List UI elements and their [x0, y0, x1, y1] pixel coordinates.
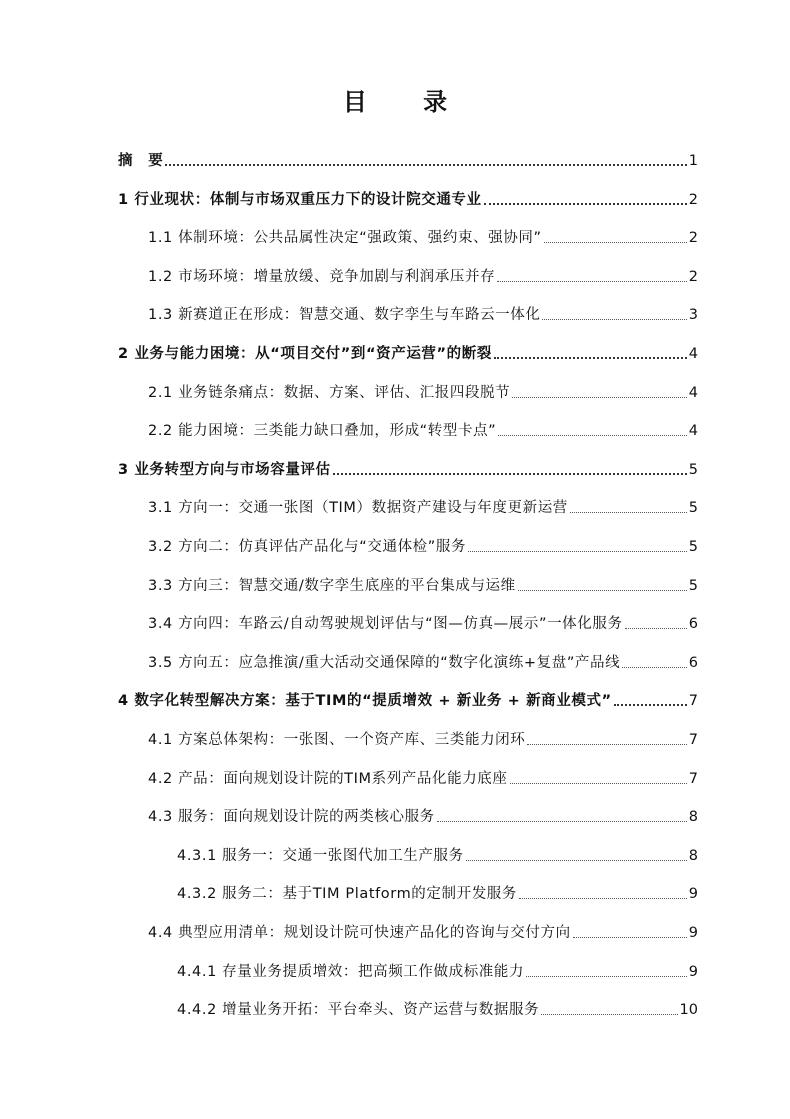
toc-dot-leader	[333, 473, 687, 475]
toc-dot-leader	[165, 164, 686, 166]
toc-entry-title: 4.4.2 增量业务开拓：平台牵头、资产运营与数据服务	[177, 1002, 540, 1019]
toc-entry[interactable]	[148, 722, 698, 750]
toc-entry[interactable]	[148, 568, 698, 596]
toc-entry[interactable]	[177, 876, 698, 904]
toc-dot-leader	[468, 551, 687, 552]
toc-entry[interactable]	[148, 490, 698, 518]
toc-dot-leader	[437, 821, 687, 822]
toc-entry-title: 摘 要	[118, 153, 164, 169]
toc-page-number: 4	[688, 346, 698, 362]
toc-page-number: 9	[688, 886, 698, 903]
toc-dot-leader	[512, 397, 686, 398]
toc-dot-leader	[570, 512, 687, 513]
toc-entry[interactable]	[148, 606, 698, 634]
toc-entry[interactable]	[118, 452, 698, 480]
toc-page-number: 7	[688, 693, 698, 710]
toc-entry-title: 1.3 新赛道正在形成：智慧交通、数字孪生与车路云一体化	[148, 307, 541, 324]
toc-entry-title: 3 业务转型方向与市场容量评估	[118, 461, 331, 478]
toc-entry[interactable]	[118, 143, 698, 171]
toc-entry[interactable]	[148, 259, 698, 287]
toc-entry[interactable]	[148, 799, 698, 827]
toc-page-number: 2	[688, 230, 698, 247]
toc-entry[interactable]	[118, 683, 698, 711]
toc-entry-title: 3.5 方向五：应急推演/重大活动交通保障的“数字化演练+复盘”产品线	[148, 654, 621, 671]
toc-entry[interactable]	[177, 992, 698, 1020]
page-title: 目 录	[342, 87, 472, 116]
toc-entry-title: 1.2 市场环境：增量放缓、竞争加剧与利润承压并存	[148, 268, 496, 285]
toc-dot-leader	[541, 1014, 677, 1015]
toc-entry[interactable]	[177, 954, 698, 982]
toc-page-number: 5	[688, 577, 698, 594]
toc-dot-leader	[544, 242, 687, 243]
toc-dot-leader	[526, 976, 687, 977]
toc-dot-leader	[622, 667, 687, 668]
toc-entry[interactable]	[118, 182, 698, 210]
toc-entry[interactable]	[148, 220, 698, 248]
toc-entry-title: 2 业务与能力困境：从“项目交付”到“资产运营”的断裂	[118, 346, 492, 362]
toc-dot-leader	[542, 319, 686, 320]
toc-entry-title: 3.2 方向二：仿真评估产品化与“交通体检”服务	[148, 539, 467, 555]
toc-page-number: 7	[688, 732, 698, 748]
toc-entry-title: 1 行业现状：体制与市场双重压力下的设计院交通专业	[118, 191, 482, 208]
toc-entry[interactable]	[148, 529, 698, 557]
toc-entry-title: 4.4 典型应用清单：规划设计院可快速产品化的咨询与交付方向	[148, 925, 571, 941]
toc-entry-title: 2.2 能力困境：三类能力缺口叠加，形成“转型卡点”	[148, 423, 497, 440]
toc-page-number: 4	[688, 423, 698, 440]
toc-entry-title: 4.3.2 服务二：基于TIM Platform的定制开发服务	[177, 886, 518, 903]
toc-entry[interactable]	[148, 645, 698, 673]
toc-page-number: 5	[688, 461, 698, 478]
toc-entry-title: 4.1 方案总体架构：一张图、一个资产库、三类能力闭环	[148, 732, 526, 748]
toc-entry-title: 4.2 产品：面向规划设计院的TIM系列产品化能力底座	[148, 770, 508, 787]
toc-entry[interactable]	[118, 336, 698, 364]
toc-page-number: 8	[688, 847, 698, 864]
toc-entry[interactable]	[148, 413, 698, 441]
toc-entry[interactable]	[177, 838, 698, 866]
toc-dot-leader	[527, 744, 686, 745]
toc-page-number: 6	[688, 654, 698, 671]
toc-page-number: 1	[688, 153, 698, 169]
toc-dot-leader	[614, 704, 687, 706]
toc-entry[interactable]	[148, 375, 698, 403]
toc-page-number: 9	[688, 925, 698, 941]
toc-dot-leader	[573, 937, 687, 938]
toc-page-number: 2	[688, 268, 698, 285]
toc-entry-title: 3.4 方向四：车路云/自动驾驶规划评估与“图—仿真—展示”一体化服务	[148, 616, 623, 633]
toc-entry[interactable]	[148, 761, 698, 789]
toc-entry-title: 3.3 方向三：智慧交通/数字孪生底座的平台集成与运维	[148, 577, 516, 594]
toc-page-number: 6	[688, 616, 698, 633]
toc-dot-leader	[510, 783, 687, 784]
toc-page-number: 3	[688, 307, 698, 324]
toc-page-number: 5	[688, 500, 698, 517]
toc-page-number: 4	[688, 384, 698, 401]
toc-entry[interactable]	[148, 297, 698, 325]
toc-entry-title: 4.3.1 服务一：交通一张图代加工生产服务	[177, 847, 464, 864]
toc-dot-leader	[494, 357, 687, 359]
toc-dot-leader	[498, 435, 686, 436]
toc-page-number: 5	[688, 539, 698, 555]
toc-dot-leader	[625, 628, 687, 629]
toc-dot-leader	[484, 203, 687, 205]
toc-page-number: 7	[688, 770, 698, 787]
toc-entry-title: 2.1 业务链条痛点：数据、方案、评估、汇报四段脱节	[148, 384, 511, 401]
toc-entry-title: 4.3 服务：面向规划设计院的两类核心服务	[148, 809, 435, 826]
toc-entry[interactable]	[148, 915, 698, 943]
toc-entry-title: 4.4.1 存量业务提质增效：把高频工作做成标准能力	[177, 963, 525, 980]
toc-dot-leader	[466, 860, 687, 861]
toc-page-number: 8	[688, 809, 698, 826]
toc-dot-leader	[519, 898, 687, 899]
toc-dot-leader	[497, 281, 687, 282]
toc-page-number: 2	[688, 191, 698, 208]
toc-page-number: 9	[688, 963, 698, 980]
toc-page-number: 10	[679, 1002, 698, 1019]
toc-entry-title: 1.1 体制环境：公共品属性决定“强政策、强约束、强协同”	[148, 230, 542, 247]
toc-entry-title: 3.1 方向一：交通一张图（TIM）数据资产建设与年度更新运营	[148, 500, 568, 517]
toc-dot-leader	[518, 590, 687, 591]
toc-entry-title: 4 数字化转型解决方案：基于TIM的“提质增效 + 新业务 + 新商业模式”	[118, 693, 612, 710]
